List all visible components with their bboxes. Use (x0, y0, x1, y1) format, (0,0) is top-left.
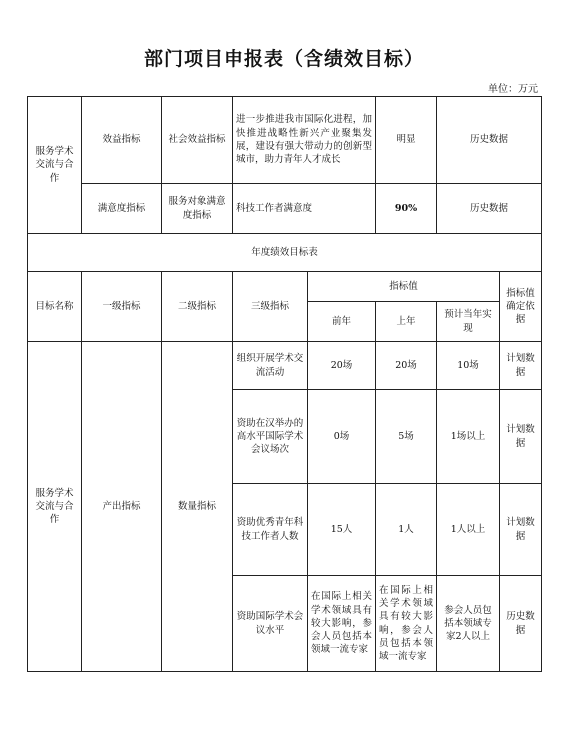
level3-cell: 组织开展学术交流活动 (233, 342, 308, 390)
expected-cell: 1场以上 (437, 390, 500, 484)
header-expected: 预计当年实现 (437, 302, 500, 342)
table-row (28, 234, 542, 272)
level1-cell: 产出指标 (82, 342, 162, 672)
last-cell: 在国际上相关学术领域具有较大影响，参会人员包括本领域一流专家 (376, 576, 437, 672)
target-name-cell: 服务学术交流与合作 (28, 97, 82, 234)
level3-cell: 资助优秀青年科技工作者人数 (233, 484, 308, 576)
last-cell: 1人 (376, 484, 437, 576)
basis-cell: 历史数据 (437, 184, 542, 234)
level2-cell: 服务对象满意度指标 (162, 184, 233, 234)
basis-cell: 计划数据 (500, 484, 542, 576)
header-level3: 三级指标 (233, 272, 308, 342)
basis-cell: 历史数据 (437, 97, 542, 184)
performance-table (27, 96, 542, 672)
prev-cell: 15人 (308, 484, 376, 576)
value-cell: 明显 (376, 97, 437, 184)
header-level2: 二级指标 (162, 272, 233, 342)
header-prev-year: 前年 (308, 302, 376, 342)
unit-label: 单位：万元 (488, 84, 538, 95)
level2-cell: 数量指标 (162, 342, 233, 672)
table-row (28, 97, 542, 184)
table-row (28, 184, 542, 234)
last-cell: 20场 (376, 342, 437, 390)
expected-cell: 参会人员包括本领域专家2人以上 (437, 576, 500, 672)
level1-cell: 效益指标 (82, 97, 162, 184)
value-cell: 90% (376, 184, 437, 234)
prev-cell: 0场 (308, 390, 376, 484)
level2-cell: 社会效益指标 (162, 97, 233, 184)
header-row (28, 272, 542, 302)
level3-cell: 资助国际学术会议水平 (233, 576, 308, 672)
expected-cell: 10场 (437, 342, 500, 390)
level3-cell: 进一步推进我市国际化进程，加快推进战略性新兴产业聚集发展，建设有强大带动力的创新型城市，助力青年人才成长 (233, 97, 376, 184)
basis-cell: 计划数据 (500, 342, 542, 390)
target-name-cell: 服务学术交流与合作 (28, 342, 82, 672)
prev-cell: 在国际上相关学术领域具有较大影响，参会人员包括本领域一流专家 (308, 576, 376, 672)
header-target-name: 目标名称 (28, 272, 82, 342)
header-basis: 指标值确定依据 (500, 272, 542, 342)
header-level1: 一级指标 (82, 272, 162, 342)
header-last-year: 上年 (376, 302, 437, 342)
basis-cell: 历史数据 (500, 576, 542, 672)
header-indicator-value: 指标值 (308, 272, 500, 302)
level1-cell: 满意度指标 (82, 184, 162, 234)
expected-cell: 1人以上 (437, 484, 500, 576)
basis-cell: 计划数据 (500, 390, 542, 484)
annual-heading: 年度绩效目标表 (28, 234, 542, 272)
page-title: 部门项目申报表（含绩效目标） (143, 48, 424, 70)
last-cell: 5场 (376, 390, 437, 484)
table-row (28, 342, 542, 390)
level3-cell: 资助在汉举办的高水平国际学术会议场次 (233, 390, 308, 484)
level3-cell: 科技工作者满意度 (233, 184, 376, 234)
prev-cell: 20场 (308, 342, 376, 390)
